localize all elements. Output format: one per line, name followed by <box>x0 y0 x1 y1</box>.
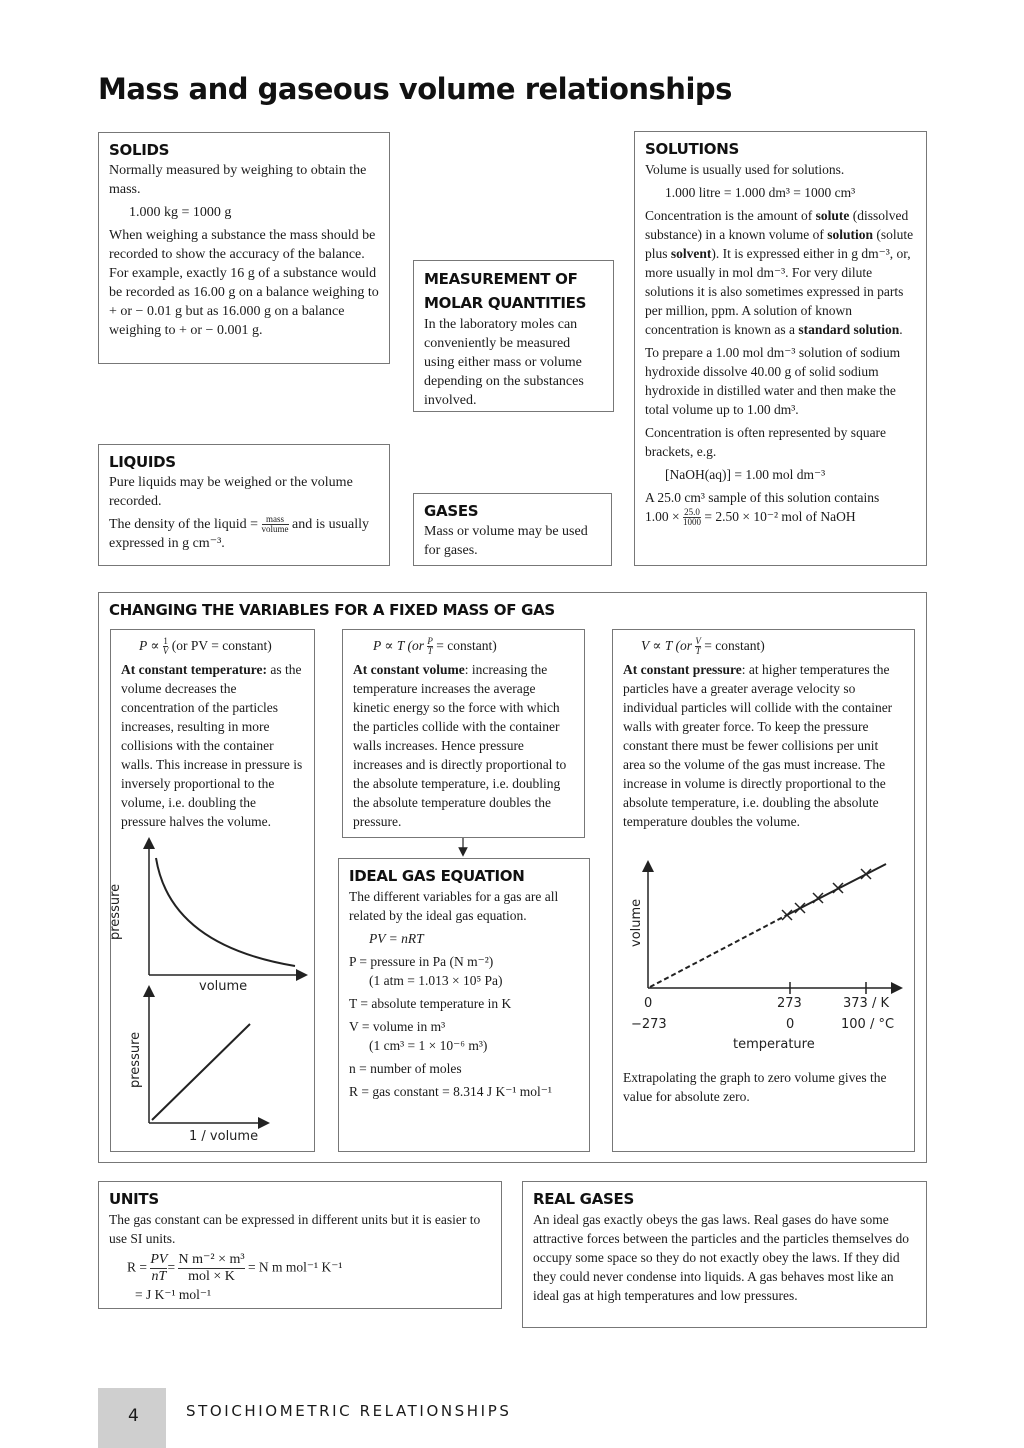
boyle-law-equation: P ∝ $\frac{1}{V} (or$ PV = constant) <box>139 636 272 657</box>
units-heading: UNITS <box>109 1190 159 1208</box>
changing-variables-heading: CHANGING THE VARIABLES FOR A FIXED MASS OF GAS <box>109 601 555 619</box>
graph1-ylabel: pressure <box>108 883 123 940</box>
pressure-law-text: At constant volume: increasing the temperature increases the average kinetic energy so the force with which the particles collide with the container walls increases. Hence pressure increases and is directly proportional to the absolute temperature, i.e. doubling the absolute temperature doubles the pressure. <box>353 662 567 830</box>
ideal-gas-equation: PV = nRT <box>369 931 424 946</box>
solutions-brackets-text: Concentration is often represented by square brackets, e.g. <box>645 425 887 459</box>
solutions-text: Volume is usually used for solutions. <box>645 162 845 177</box>
k-tick-1: 273 <box>777 996 802 1011</box>
graph3-ylabel: volume <box>629 898 644 947</box>
volume-note: (1 cm³ = 1 × 10⁻⁶ m³) <box>369 1038 488 1053</box>
temperature-definition: T = absolute temperature in K <box>349 996 512 1011</box>
ideal-gas-text: The different variables for a gas are all related by the ideal gas equation. <box>349 889 559 923</box>
solutions-prepare-text: To prepare a 1.00 mol dm⁻³ solution of sodium hydroxide dissolve 40.00 g of solid sodium hydroxide in distilled water and then make the total volume up to 1.00 dm³. <box>645 345 901 417</box>
measurement-text: In the laboratory moles can conveniently be measured using either mass or volume depending on the substances involved. <box>424 317 584 408</box>
gases-heading: GASES <box>424 502 479 520</box>
solutions-concentration-text: Concentration is the amount of solute (dissolved substance) in a known volume of solution (solute plus solvent). It is expressed either in g dm⁻³, or, more usually in mol dm⁻³. For very dilute solutions it is also sometimes expressed in parts per million, ppm. A solution of known concentration is known as a standard solution. <box>645 208 914 337</box>
solutions-equation: 1.000 litre = 1.000 dm³ = 1000 cm³ <box>665 185 856 200</box>
solids-heading: SOLIDS <box>109 141 170 159</box>
solutions-heading: SOLUTIONS <box>645 140 739 158</box>
units-equation: R = $\frac{PV}{nT}$ = N m⁻² × m³ mol × K = N m mol⁻¹ K⁻¹ <box>127 1252 343 1284</box>
graph1-xlabel: volume <box>199 979 248 994</box>
c-tick-0: −273 <box>631 1017 667 1032</box>
moles-definition: n = number of moles <box>349 1061 462 1076</box>
liquids-text: Pure liquids may be weighed or the volume recorded. <box>109 475 353 509</box>
charles-footnote: Extrapolating the graph to zero volume gives the value for absolute zero. <box>623 1070 887 1104</box>
solids-equation: 1.000 kg = 1000 g <box>129 205 232 220</box>
solids-text-2: When weighing a substance the mass should be recorded to show the accuracy of the balance. For example, exactly 16 g of a substance would be recorded as 16.00 g on a balance weighing to + or − 0.01 g but as 16.000 g on a balance weighing to + or − 0.001 g. <box>109 228 379 338</box>
gas-constant-definition: R = gas constant = 8.314 J K⁻¹ mol⁻¹ <box>349 1084 552 1099</box>
volume-temperature-graph <box>648 864 897 994</box>
c-tick-2: 100 / °C <box>841 1017 895 1032</box>
volume-definition: V = volume in m³ <box>349 1019 446 1034</box>
k-tick-2: 373 / K <box>843 996 889 1011</box>
pressure-inverse-volume-graph <box>149 991 264 1123</box>
solutions-naoh-equation: [NaOH(aq)] = 1.00 mol dm⁻³ <box>665 467 826 482</box>
page-number: 4 <box>98 1388 166 1448</box>
graph2-xlabel: 1 / volume <box>189 1129 259 1144</box>
liquids-density: The density of the liquid = $\frac{\text{mass}}{\text{volume}}$ and is usually expressed in g cm⁻³. <box>109 514 370 552</box>
graph3-xlabel: temperature <box>733 1037 815 1052</box>
liquids-heading: LIQUIDS <box>109 453 176 471</box>
inverse-curve <box>156 858 295 966</box>
real-gases-box <box>522 1181 927 1328</box>
page-title: Mass and gaseous volume relationships <box>98 72 732 106</box>
solutions-sample-text: A 25.0 cm³ sample of this solution contains <box>645 490 880 505</box>
pressure-law-equation: P ∝ T (or $\frac{P}{T}$ = constant) <box>373 636 497 657</box>
charles-law-equation: V ∝ T (or $\frac{V}{T}$ = constant) <box>641 636 765 657</box>
units-box <box>98 1181 502 1309</box>
solids-text: Normally measured by weighing to obtain the mass. <box>109 163 367 197</box>
graph2-ylabel: pressure <box>128 1031 143 1088</box>
boyle-law-text: At constant temperature: as the volume decreases the concentration of the particles increases, resulting in more collisions with the container walls. This increase in pressure is inversely proportional to the volume, i.e. doubling the pressure halves the volume. <box>121 662 303 830</box>
extrapolation-line <box>650 915 787 987</box>
pressure-volume-graph <box>149 843 302 975</box>
pressure-definition: P = pressure in Pa (N m⁻²) <box>349 954 494 969</box>
gases-text: Mass or volume may be used for gases. <box>424 524 588 558</box>
k-tick-0: 0 <box>644 996 653 1011</box>
solutions-calculation: 1.00 × $\frac{25.0}{1000}$ = 2.50 × 10⁻² mol of NaOH <box>645 507 856 528</box>
real-gases-heading: REAL GASES <box>533 1190 634 1208</box>
section-title: STOICHIOMETRIC RELATIONSHIPS <box>186 1402 512 1420</box>
units-equation-line2: = J K⁻¹ mol⁻¹ <box>135 1287 212 1302</box>
charles-law-text: At constant pressure: at higher temperatures the particles have a greater average velocity so individual particles will collide with the container walls with greater force. To keep the pressure constant there must be fewer collisions per unit area so the volume of the gas must increase. The increase in volume is directly proportional to the absolute temperature, i.e. doubling the absolute temperature doubles the volume. <box>623 662 893 830</box>
units-text: The gas constant can be expressed in different units but it is easier to use SI units. <box>109 1212 481 1246</box>
linear-line <box>152 1024 250 1120</box>
real-gases-text: An ideal gas exactly obeys the gas laws. Real gases do have some attractive forces between the particles and the particles themselves do occupy some space so they do not exactly obey the laws. If they did they could never condense into liquids. A gas behaves most like an ideal gas at high temperatures and low pressures. <box>533 1212 909 1303</box>
pressure-note: (1 atm = 1.013 × 10⁵ Pa) <box>369 973 503 988</box>
ideal-gas-heading: IDEAL GAS EQUATION <box>349 867 525 885</box>
c-tick-1: 0 <box>786 1017 795 1032</box>
measurement-heading: MEASUREMENT OF MOLAR QUANTITIES <box>424 270 587 312</box>
